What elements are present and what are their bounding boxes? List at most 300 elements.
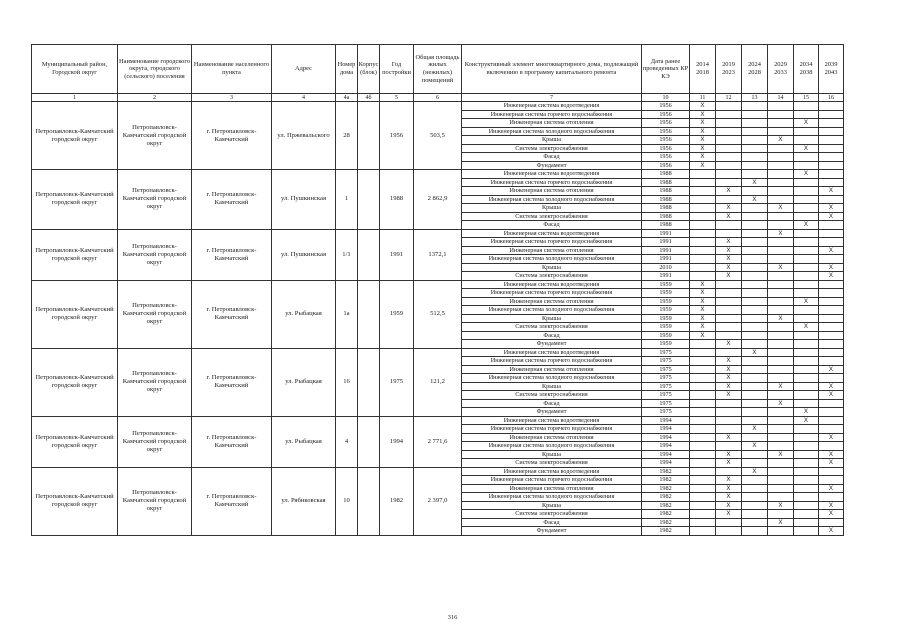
period-mark-cell: X	[819, 365, 844, 374]
address-cell: ул. Пушкинская	[272, 229, 336, 280]
period-mark-cell	[768, 246, 794, 255]
period-mark-cell	[690, 212, 716, 221]
prior-date-cell: 1994	[642, 416, 690, 425]
column-number: 5	[380, 94, 414, 102]
period-mark-cell: X	[690, 153, 716, 162]
period-mark-cell: X	[794, 323, 819, 332]
prior-date-cell: 1994	[642, 442, 690, 451]
period-mark-cell	[716, 348, 742, 357]
period-mark-cell	[768, 323, 794, 332]
prior-date-cell: 1991	[642, 229, 690, 238]
locality-cell: г. Петропавловск-Камчатский	[192, 416, 272, 467]
prior-date-cell: 1991	[642, 272, 690, 281]
header-period: 2034 2038	[794, 45, 819, 94]
prior-date-cell: 1988	[642, 170, 690, 179]
header-korpus: Корпус (блок)	[358, 45, 380, 94]
period-mark-cell: X	[742, 195, 768, 204]
prior-date-cell: 1982	[642, 484, 690, 493]
period-mark-cell	[819, 229, 844, 238]
period-mark-cell	[794, 153, 819, 162]
prior-date-cell: 1982	[642, 518, 690, 527]
period-mark-cell	[768, 102, 794, 111]
period-mark-cell	[690, 187, 716, 196]
period-mark-cell: X	[742, 348, 768, 357]
period-mark-cell: X	[819, 459, 844, 468]
house-number-cell: 16	[336, 348, 358, 416]
column-number-row	[32, 94, 844, 102]
prior-date-cell: 1988	[642, 187, 690, 196]
period-mark-cell	[742, 501, 768, 510]
period-mark-cell	[742, 272, 768, 281]
period-mark-cell: X	[768, 501, 794, 510]
period-mark-cell: X	[742, 442, 768, 451]
period-mark-cell	[768, 433, 794, 442]
period-mark-cell	[768, 144, 794, 153]
period-mark-cell	[690, 416, 716, 425]
house-number-cell: 4	[336, 416, 358, 467]
period-mark-cell: X	[690, 297, 716, 306]
period-mark-cell	[716, 161, 742, 170]
period-mark-cell	[768, 289, 794, 298]
period-mark-cell	[819, 144, 844, 153]
period-mark-cell: X	[716, 246, 742, 255]
prior-date-cell: 1975	[642, 382, 690, 391]
column-number: 6	[414, 94, 462, 102]
element-cell: Инженерная система холодного водоснабжения	[462, 493, 642, 502]
period-mark-cell	[819, 255, 844, 264]
period-mark-cell	[794, 110, 819, 119]
element-cell: Инженерная система горячего водоснабжения	[462, 289, 642, 298]
period-mark-cell	[716, 314, 742, 323]
period-mark-cell	[794, 365, 819, 374]
element-cell: Фундамент	[462, 408, 642, 417]
prior-date-cell: 1959	[642, 306, 690, 315]
period-mark-cell	[794, 493, 819, 502]
period-mark-cell	[794, 348, 819, 357]
period-mark-cell	[819, 110, 844, 119]
prior-date-cell: 1959	[642, 280, 690, 289]
period-mark-cell	[819, 119, 844, 128]
prior-date-cell: 1991	[642, 255, 690, 264]
settlement-cell: Петропавловск-Камчатский городской округ	[118, 467, 192, 535]
element-cell: Система электроснабжения	[462, 510, 642, 519]
prior-date-cell: 1956	[642, 136, 690, 145]
element-cell: Крыша	[462, 314, 642, 323]
period-mark-cell: X	[819, 501, 844, 510]
period-mark-cell	[819, 518, 844, 527]
period-mark-cell	[742, 527, 768, 536]
period-mark-cell	[716, 127, 742, 136]
period-mark-cell	[690, 476, 716, 485]
period-mark-cell	[819, 195, 844, 204]
prior-date-cell: 1959	[642, 289, 690, 298]
period-mark-cell	[819, 374, 844, 383]
prior-date-cell: 1982	[642, 467, 690, 476]
period-mark-cell	[794, 399, 819, 408]
period-mark-cell	[716, 408, 742, 417]
header-prior-date: Дата ранее проведенных КР КЭ	[642, 45, 690, 94]
period-mark-cell: X	[819, 187, 844, 196]
element-cell: Инженерная система холодного водоснабжения	[462, 127, 642, 136]
period-mark-cell	[794, 127, 819, 136]
district-cell: Петропавловск-Камчатский городской округ	[32, 102, 118, 170]
period-mark-cell	[768, 476, 794, 485]
period-mark-cell	[819, 238, 844, 247]
period-mark-cell	[716, 153, 742, 162]
period-mark-cell	[819, 153, 844, 162]
element-cell: Инженерная система горячего водоснабжения	[462, 425, 642, 434]
locality-cell: г. Петропавловск-Камчатский	[192, 170, 272, 230]
prior-date-cell: 1988	[642, 195, 690, 204]
prior-date-cell: 2010	[642, 263, 690, 272]
table-row	[32, 229, 844, 238]
header-period: 2024 2028	[742, 45, 768, 94]
build-year-cell: 1956	[380, 102, 414, 170]
period-mark-cell	[742, 476, 768, 485]
period-mark-cell	[794, 280, 819, 289]
house-number-cell: 1	[336, 170, 358, 230]
period-mark-cell: X	[819, 450, 844, 459]
period-mark-cell	[794, 212, 819, 221]
period-mark-cell: X	[794, 416, 819, 425]
element-cell: Крыша	[462, 450, 642, 459]
table-row	[32, 102, 844, 111]
settlement-cell: Петропавловск-Камчатский городской округ	[118, 348, 192, 416]
period-mark-cell	[742, 391, 768, 400]
period-mark-cell	[716, 102, 742, 111]
period-mark-cell	[690, 459, 716, 468]
locality-cell: г. Петропавловск-Камчатский	[192, 467, 272, 535]
period-mark-cell	[690, 527, 716, 536]
period-mark-cell	[794, 246, 819, 255]
period-mark-cell	[819, 297, 844, 306]
prior-date-cell: 1956	[642, 102, 690, 111]
column-number: 14	[768, 94, 794, 102]
column-number: 7	[462, 94, 642, 102]
period-mark-cell: X	[716, 433, 742, 442]
table-header	[32, 45, 844, 102]
build-year-cell: 1994	[380, 416, 414, 467]
period-mark-cell	[742, 161, 768, 170]
period-mark-cell	[794, 229, 819, 238]
period-mark-cell: X	[768, 229, 794, 238]
period-mark-cell: X	[716, 212, 742, 221]
house-number-cell: 1а	[336, 280, 358, 348]
area-cell: 2 862,9	[414, 170, 462, 230]
period-mark-cell	[742, 297, 768, 306]
period-mark-cell	[794, 382, 819, 391]
period-mark-cell	[794, 255, 819, 264]
column-number: 2	[118, 94, 192, 102]
header-period: 2029 2033	[768, 45, 794, 94]
period-mark-cell	[794, 178, 819, 187]
element-cell: Инженерная система отопления	[462, 297, 642, 306]
address-cell: ул. Рыбацкая	[272, 280, 336, 348]
period-mark-cell	[794, 391, 819, 400]
prior-date-cell: 1988	[642, 212, 690, 221]
period-mark-cell: X	[794, 221, 819, 230]
column-number: 13	[742, 94, 768, 102]
element-cell: Фасад	[462, 221, 642, 230]
period-mark-cell	[794, 501, 819, 510]
element-cell: Система электроснабжения	[462, 459, 642, 468]
period-mark-cell	[794, 340, 819, 349]
korpus-cell	[358, 280, 380, 348]
header-settlement: Наименование городского округа, городского (сельского) поселения	[118, 45, 192, 94]
period-mark-cell	[794, 102, 819, 111]
prior-date-cell: 1988	[642, 221, 690, 230]
period-mark-cell	[742, 221, 768, 230]
period-mark-cell	[819, 348, 844, 357]
period-mark-cell	[794, 442, 819, 451]
district-cell: Петропавловск-Камчатский городской округ	[32, 348, 118, 416]
period-mark-cell: X	[819, 204, 844, 213]
period-mark-cell	[768, 416, 794, 425]
period-mark-cell	[690, 501, 716, 510]
period-mark-cell	[819, 408, 844, 417]
period-mark-cell	[690, 348, 716, 357]
period-mark-cell: X	[690, 323, 716, 332]
period-mark-cell	[819, 467, 844, 476]
prior-date-cell: 1982	[642, 527, 690, 536]
period-mark-cell: X	[690, 314, 716, 323]
prior-date-cell: 1956	[642, 144, 690, 153]
period-mark-cell	[690, 442, 716, 451]
district-cell: Петропавловск-Камчатский городской округ	[32, 280, 118, 348]
period-mark-cell	[768, 280, 794, 289]
element-cell: Инженерная система водоотведения	[462, 170, 642, 179]
column-number: 3	[192, 94, 272, 102]
period-mark-cell	[819, 170, 844, 179]
header-address: Адрес	[272, 45, 336, 94]
period-mark-cell	[690, 382, 716, 391]
period-mark-cell	[794, 467, 819, 476]
period-mark-cell	[742, 314, 768, 323]
element-cell: Инженерная система отопления	[462, 187, 642, 196]
period-mark-cell: X	[819, 246, 844, 255]
element-cell: Инженерная система отопления	[462, 484, 642, 493]
period-mark-cell	[768, 127, 794, 136]
period-mark-cell	[742, 450, 768, 459]
table-row	[32, 170, 844, 179]
period-mark-cell	[819, 442, 844, 451]
settlement-cell: Петропавловск-Камчатский городской округ	[118, 102, 192, 170]
element-cell: Инженерная система отопления	[462, 246, 642, 255]
period-mark-cell	[819, 493, 844, 502]
prior-date-cell: 1994	[642, 433, 690, 442]
table-body	[32, 102, 844, 536]
table-row	[32, 467, 844, 476]
address-cell: ул. Рыбацкая	[272, 416, 336, 467]
build-year-cell: 1959	[380, 280, 414, 348]
period-mark-cell	[768, 484, 794, 493]
period-mark-cell	[690, 195, 716, 204]
prior-date-cell: 1975	[642, 365, 690, 374]
period-mark-cell: X	[716, 450, 742, 459]
period-mark-cell: X	[690, 119, 716, 128]
period-mark-cell	[690, 467, 716, 476]
header-element: Конструктивный элемент многоквартирного дома, подлежащий включению в программу капитального ремонта	[462, 45, 642, 94]
period-mark-cell: X	[716, 484, 742, 493]
period-mark-cell: X	[690, 289, 716, 298]
header-district: Муниципальный район, Городской округ	[32, 45, 118, 94]
period-mark-cell	[716, 442, 742, 451]
address-cell: ул. Рябиковская	[272, 467, 336, 535]
period-mark-cell	[794, 289, 819, 298]
address-cell: ул. Пржевальского	[272, 102, 336, 170]
period-mark-cell	[690, 365, 716, 374]
period-mark-cell: X	[819, 263, 844, 272]
period-mark-cell	[716, 306, 742, 315]
period-mark-cell: X	[690, 144, 716, 153]
prior-date-cell: 1982	[642, 501, 690, 510]
period-mark-cell	[819, 102, 844, 111]
element-cell: Система электроснабжения	[462, 212, 642, 221]
period-mark-cell	[742, 518, 768, 527]
period-mark-cell: X	[690, 127, 716, 136]
period-mark-cell	[742, 399, 768, 408]
period-mark-cell	[768, 221, 794, 230]
period-mark-cell: X	[742, 467, 768, 476]
period-mark-cell	[819, 136, 844, 145]
period-mark-cell	[794, 195, 819, 204]
period-mark-cell: X	[819, 212, 844, 221]
period-mark-cell	[690, 425, 716, 434]
prior-date-cell: 1991	[642, 246, 690, 255]
period-mark-cell: X	[716, 501, 742, 510]
period-mark-cell	[690, 178, 716, 187]
locality-cell: г. Петропавловск-Камчатский	[192, 280, 272, 348]
page-number: 316	[447, 614, 458, 621]
prior-date-cell: 1975	[642, 374, 690, 383]
period-mark-cell	[742, 493, 768, 502]
period-mark-cell	[794, 450, 819, 459]
prior-date-cell: 1975	[642, 399, 690, 408]
element-cell: Фундамент	[462, 340, 642, 349]
prior-date-cell: 1982	[642, 493, 690, 502]
element-cell: Инженерная система горячего водоснабжения	[462, 238, 642, 247]
period-mark-cell	[716, 518, 742, 527]
column-number: 4	[272, 94, 336, 102]
period-mark-cell	[716, 221, 742, 230]
period-mark-cell	[690, 433, 716, 442]
period-mark-cell: X	[819, 433, 844, 442]
period-mark-cell	[742, 127, 768, 136]
period-mark-cell	[819, 399, 844, 408]
period-mark-cell	[768, 348, 794, 357]
period-mark-cell	[690, 518, 716, 527]
period-mark-cell: X	[716, 510, 742, 519]
period-mark-cell	[794, 238, 819, 247]
period-mark-cell	[742, 382, 768, 391]
period-mark-cell	[742, 289, 768, 298]
element-cell: Инженерная система холодного водоснабжения	[462, 374, 642, 383]
element-cell: Система электроснабжения	[462, 144, 642, 153]
period-mark-cell	[819, 289, 844, 298]
period-mark-cell	[716, 119, 742, 128]
period-mark-cell	[742, 323, 768, 332]
prior-date-cell: 1956	[642, 127, 690, 136]
build-year-cell: 1982	[380, 467, 414, 535]
period-mark-cell	[716, 297, 742, 306]
period-mark-cell	[768, 510, 794, 519]
period-mark-cell: X	[716, 187, 742, 196]
period-mark-cell	[690, 238, 716, 247]
period-mark-cell: X	[742, 178, 768, 187]
period-mark-cell	[716, 425, 742, 434]
period-mark-cell	[768, 467, 794, 476]
period-mark-cell	[690, 493, 716, 502]
period-mark-cell: X	[768, 450, 794, 459]
period-mark-cell: X	[716, 382, 742, 391]
period-mark-cell: X	[819, 484, 844, 493]
period-mark-cell	[690, 450, 716, 459]
element-cell: Фундамент	[462, 161, 642, 170]
period-mark-cell	[716, 178, 742, 187]
element-cell: Крыша	[462, 382, 642, 391]
period-mark-cell	[716, 195, 742, 204]
period-mark-cell	[690, 263, 716, 272]
period-mark-cell	[768, 527, 794, 536]
prior-date-cell: 1956	[642, 110, 690, 119]
period-mark-cell: X	[716, 476, 742, 485]
period-mark-cell	[768, 119, 794, 128]
period-mark-cell	[768, 365, 794, 374]
period-mark-cell	[794, 476, 819, 485]
period-mark-cell	[794, 433, 819, 442]
period-mark-cell: X	[690, 280, 716, 289]
period-mark-cell: X	[768, 136, 794, 145]
period-mark-cell	[794, 374, 819, 383]
table-row	[32, 416, 844, 425]
period-mark-cell	[716, 170, 742, 179]
header-area: Общая площадь жилых (нежилых) помещений	[414, 45, 462, 94]
period-mark-cell: X	[768, 382, 794, 391]
period-mark-cell: X	[716, 459, 742, 468]
period-mark-cell	[768, 178, 794, 187]
area-cell: 512,5	[414, 280, 462, 348]
period-mark-cell	[768, 153, 794, 162]
period-mark-cell: X	[690, 102, 716, 111]
header-period: 2014 2018	[690, 45, 716, 94]
period-mark-cell	[742, 246, 768, 255]
period-mark-cell	[819, 178, 844, 187]
element-cell: Фундамент	[462, 527, 642, 536]
period-mark-cell: X	[690, 331, 716, 340]
period-mark-cell	[819, 221, 844, 230]
prior-date-cell: 1975	[642, 348, 690, 357]
house-number-cell: 10	[336, 467, 358, 535]
period-mark-cell	[716, 323, 742, 332]
period-mark-cell	[794, 510, 819, 519]
period-mark-cell	[794, 484, 819, 493]
prior-date-cell: 1959	[642, 340, 690, 349]
period-mark-cell: X	[716, 263, 742, 272]
prior-date-cell: 1959	[642, 331, 690, 340]
prior-date-cell: 1994	[642, 425, 690, 434]
prior-date-cell: 1959	[642, 314, 690, 323]
period-mark-cell	[690, 170, 716, 179]
period-mark-cell	[742, 365, 768, 374]
period-mark-cell	[690, 229, 716, 238]
element-cell: Инженерная система водоотведения	[462, 102, 642, 111]
period-mark-cell	[819, 161, 844, 170]
period-mark-cell	[768, 340, 794, 349]
period-mark-cell: X	[690, 306, 716, 315]
period-mark-cell: X	[819, 272, 844, 281]
element-cell: Инженерная система горячего водоснабжения	[462, 110, 642, 119]
period-mark-cell	[742, 459, 768, 468]
